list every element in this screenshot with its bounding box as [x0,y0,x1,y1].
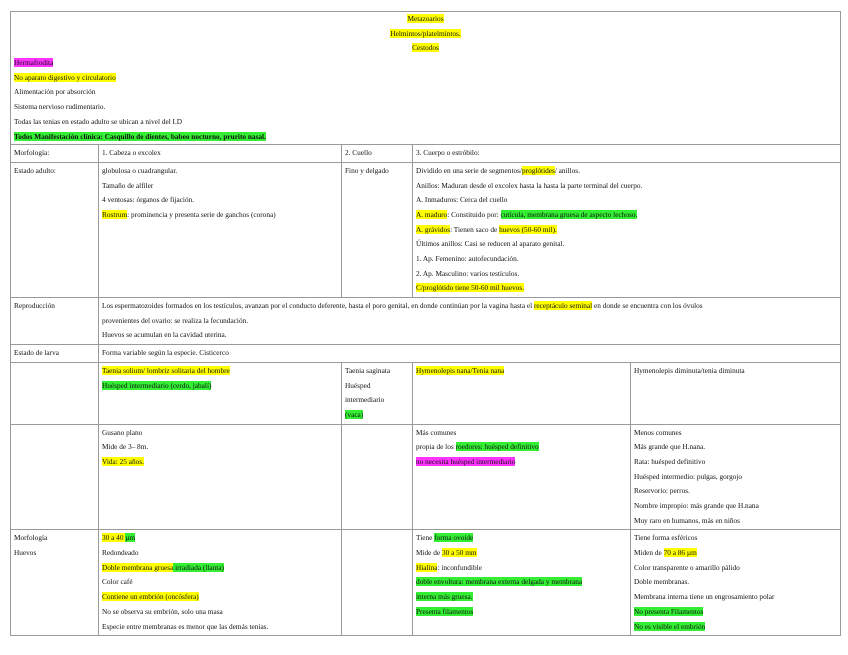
diminuta-name: Hymenolepis diminuta/tenia diminuta [634,365,745,375]
proglotides-term: proglótides [521,165,555,175]
cuerpo-header: 3. Cuerpo o estróbilo: [416,148,480,158]
cuerpo-line: 1. Ap. Femenino: autofecundación. [416,254,519,263]
solium-egg-embrion: Contiene un embrión (oncósfera) [102,592,199,602]
nana-egg-filamentos: Presenta filamentos [416,606,474,616]
diminuta-info-line: Reservorio: perros. [634,486,690,496]
cuerpo-line: Últimos anillos: Casi se reducen al aparato genital. [416,239,565,249]
title-row [11,12,841,27]
species-info-row [11,424,841,530]
rostrum-term: Rostrum [102,209,128,219]
no-aparato-text: No aparato digestivo y circulatorio [14,72,116,82]
repro-line [102,299,837,314]
species-row [11,362,841,424]
cuerpo-line [416,164,837,179]
nana-info-text: propia de los [416,442,456,452]
diminuta-info-line: Más grande que H.nana. [634,442,706,452]
general-row [11,100,841,115]
receptaculo-term: receptáculo seminal [534,301,593,311]
estado-adulto-row [11,162,841,297]
repro-text: Los espermatozoides formados en los testículos, avanzan por el conducto deferente, hasta el poro genital, en donde continúan por la vagina hasta el [102,301,534,311]
cuerpo-text: : Tienen saco de [450,224,500,234]
solium-egg-line: Color café [102,577,133,587]
repro-line: provenientes del ovario: se realiza la fecundación. [102,315,249,325]
cuello-header: 2. Cuello [345,148,372,158]
alimentacion-text: Alimentación por absorción [14,87,96,97]
nana-egg-line [416,546,627,561]
repro-line: Huevos se acumulan en la cavidad uterina. [102,330,227,340]
saginata-line: intermediario [345,395,385,405]
title-row [11,27,841,42]
solium-name: Taenia solium/ lombriz solitaria del hombre [102,365,230,375]
cuerpo-line [416,223,837,238]
cuerpo-text: : Constituido por: [447,209,501,219]
diminuta-info-line: Muy raro en humanos, más en niños [634,515,740,525]
diminuta-egg-size: 70 a 86 µm [663,548,697,558]
saginata-host: (vaca) [345,409,364,419]
solium-egg-membrana: Doble membrana gruesa [102,562,174,572]
diminuta-egg-line [634,546,837,561]
nana-info-line: Más comunes [416,427,457,437]
diminuta-info-line: Huésped intermedio: pulgas, gorgojo [634,471,743,481]
cuerpo-line: 2. Ap. Masculino: varios testículos. [416,268,520,278]
cabeza-header: 1. Cabeza o excolex [102,148,161,158]
solium-egg-line: Redondeado [102,548,139,558]
larva-row [11,345,841,363]
nana-egg-forma: forma ovoide [434,533,474,543]
reproduccion-row [11,298,841,345]
huevos-row [11,530,841,636]
cabeza-line: globulosa o cuadrangular. [102,165,178,175]
cuerpo-text: / anillos. [554,165,580,175]
nana-egg-envoltura: doble envoltura: membrana externa delgada y membrana [416,577,583,587]
diminuta-egg-line: Membrana interna tiene un engrosamiento polar [634,592,775,602]
cuticula-text: cutícula, membrana gruesa de aspecto lechoso. [500,209,638,219]
morfologia-row [11,145,841,163]
general-row [11,115,841,130]
cuerpo-line [416,281,837,296]
nana-egg-hialina: Hialina [416,562,438,572]
diminuta-egg-text: Miden de [634,548,664,558]
nana-info-line [416,440,627,455]
cabeza-line: 4 ventosas: órganos de fijación. [102,195,195,205]
gravidos-term: A. grávidos [416,224,451,234]
solium-info-line: Mide de 3– 8m. [102,442,149,452]
diminuta-info-line: Menos comunes [634,427,682,437]
solium-host: Huésped intermediario (cerdo, jabalí) [102,380,212,390]
morfologia-label: Morfología: [14,148,50,158]
maduro-term: A. maduro [416,209,448,219]
cuerpo-text: Dividido en una serie de segmentos/ [416,165,522,175]
general-row [11,130,841,145]
nana-name: Hymenolepis nana/Tenia nana [416,365,505,375]
title-helmintos: Helmintos/platelmintos. [390,28,461,38]
solium-info-line: Gusano plano [102,427,143,437]
solium-egg-irradiada: irradiada (llanta) [173,562,224,572]
huevos-label: Morfología [14,533,48,543]
general-row [11,56,841,71]
nana-roedores: roedores: huésped definitivo [455,442,539,452]
tenias-text: Todas las tenias en estado adulto se ubican a nivel del I.D [14,116,183,126]
reproduccion-label: Reproducción [14,301,55,311]
diminuta-egg-line: Tiene forma esféricos [634,533,698,543]
document-page [10,11,840,636]
solium-egg-unit: µm [125,533,136,543]
sistema-text: Sistema nervioso rudimentario. [14,102,106,112]
repro-text: en donde se encuentra con los óvulos [592,301,703,311]
solium-egg-size: 30 a 40 [102,533,126,543]
nana-egg-line [416,561,627,576]
diminuta-egg-line: Doble membranas. [634,577,690,587]
larva-text: Forma variable según la especie. Cisticerco [102,348,229,358]
diminuta-info-line: Rata: huésped definitivo [634,456,706,466]
diminuta-egg-line: Color transparente o amarillo pálido [634,562,740,572]
cuello-text: Fino y delgado [345,165,389,175]
title-metazoarios: Metazoarios [407,14,444,23]
solium-vida: Vida: 25 años. [102,456,144,466]
nana-egg-interna: interna más gruesa. [416,592,473,602]
nana-egg-text: Mide de [416,548,442,558]
diminuta-egg-embrion: No es visible el embrión [634,621,706,631]
estado-adulto-label: Estado adulto: [14,165,56,175]
huevos-label: Huevos [14,548,37,558]
larva-label: Estado de larva [14,348,59,358]
huevos-count: huevos (50-60 mil). [499,224,557,234]
nana-egg-line [416,531,627,546]
cuerpo-line: A. Inmaduros: Cerca del cuello [416,195,508,205]
proglotido-huevos: C/proglótido tiene 50-60 mil huevos. [416,283,525,293]
nana-egg-size: 30 a 50 mm [441,548,477,558]
cuerpo-line: Anillos: Maduran desde el excolex hasta la hasta la parte terminal del cuerpo. [416,180,643,190]
solium-egg-line: Especie entre membranas es menor que las demás tenias. [102,621,269,631]
cabeza-line [102,208,338,223]
rostrum-desc: : prominencia y presenta serie de ganchos (corona) [127,209,276,219]
saginata-line: Huésped [345,380,371,390]
solium-egg-line: No se observa su embrión, solo una masa [102,606,223,616]
manifestacion-text: Todos Manifestación clínica: Casquillo de dientes, babeo nocturno, prurito nasal. [14,131,266,141]
nana-egg-text: : inconfundible [437,562,482,572]
hermafrodita-text: Hermafrodita [14,58,54,68]
diminuta-info-line: Nombre impropio: más grande que H.nana [634,501,759,510]
title-cestodos: Cestodos [412,43,439,53]
saginata-line: Taenia saginata [345,365,391,375]
nana-no-intermediario: no necesita huésped intermediario [416,456,516,466]
general-row [11,71,841,86]
cabeza-line: Tamaño de alfiler [102,180,154,190]
title-row [11,41,841,56]
nana-egg-text: Tiene [416,533,435,543]
diminuta-egg-filamentos: No presenta Filamentos [634,606,704,616]
cestodos-table [10,11,841,636]
general-row [11,85,841,100]
cuerpo-line [416,208,837,223]
